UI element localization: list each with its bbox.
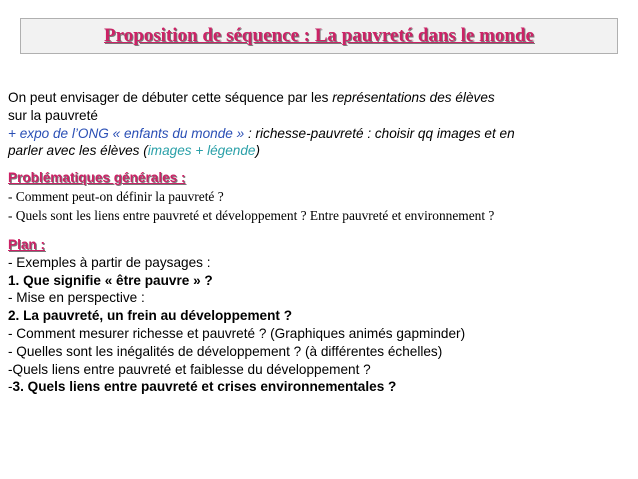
plan-item-3: - Mise en perspective : [8,290,145,306]
plan-item-6: - Quelles sont les inégalités de développement ? (à différentes échelles) [8,343,443,359]
plan-item-2: 1. Que signifie « être pauvre » ? [8,272,213,288]
intro-start: parler avec les élèves ( [8,143,148,159]
intro-line-1 [8,89,634,107]
plan-item-8 [8,378,634,396]
intro-end: ) [255,143,261,159]
intro-line-4 [8,142,634,160]
intro-line-3 [8,125,634,143]
plan-item-5: - Comment mesurer richesse et pauvreté ? (Graphiques animés gapminder) [8,325,466,341]
slide-title: Proposition de séquence : La pauvreté dans le monde [104,25,534,46]
problematiques-heading: Problématiques générales : [8,170,186,186]
slide-content [8,89,634,396]
intro-rest: : richesse-pauvreté : choisir qq images et en [247,125,515,141]
plus-sign: + [8,125,20,141]
title-box [20,18,618,54]
plan-item-7: -Quels liens entre pauvreté et faiblesse du développement ? [8,361,371,377]
problematique-item-1: - Comment peut-on définir la pauvreté ? [8,188,224,204]
problematique-item-2: - Quels sont les liens entre pauvreté et développement ? Entre pauvreté et environnement ? [8,208,495,224]
images-legende: images + légende [147,143,256,159]
plan-item-1: - Exemples à partir de paysages : [8,254,211,270]
intro-italic: représentations des élèves [332,90,495,105]
intro-text: On peut envisager de débuter cette séquence par les [8,90,333,105]
dash: - [8,379,13,395]
plan-heading: Plan : [8,236,46,252]
expo-link[interactable]: expo de l’ONG « enfants du monde » [19,125,248,141]
intro-line-2: sur la pauvreté [8,107,98,123]
plan-item-4: 2. La pauvreté, un frein au développement ? [8,308,293,324]
plan-item-9: 3. Quels liens entre pauvreté et crises environnementales ? [12,379,397,395]
